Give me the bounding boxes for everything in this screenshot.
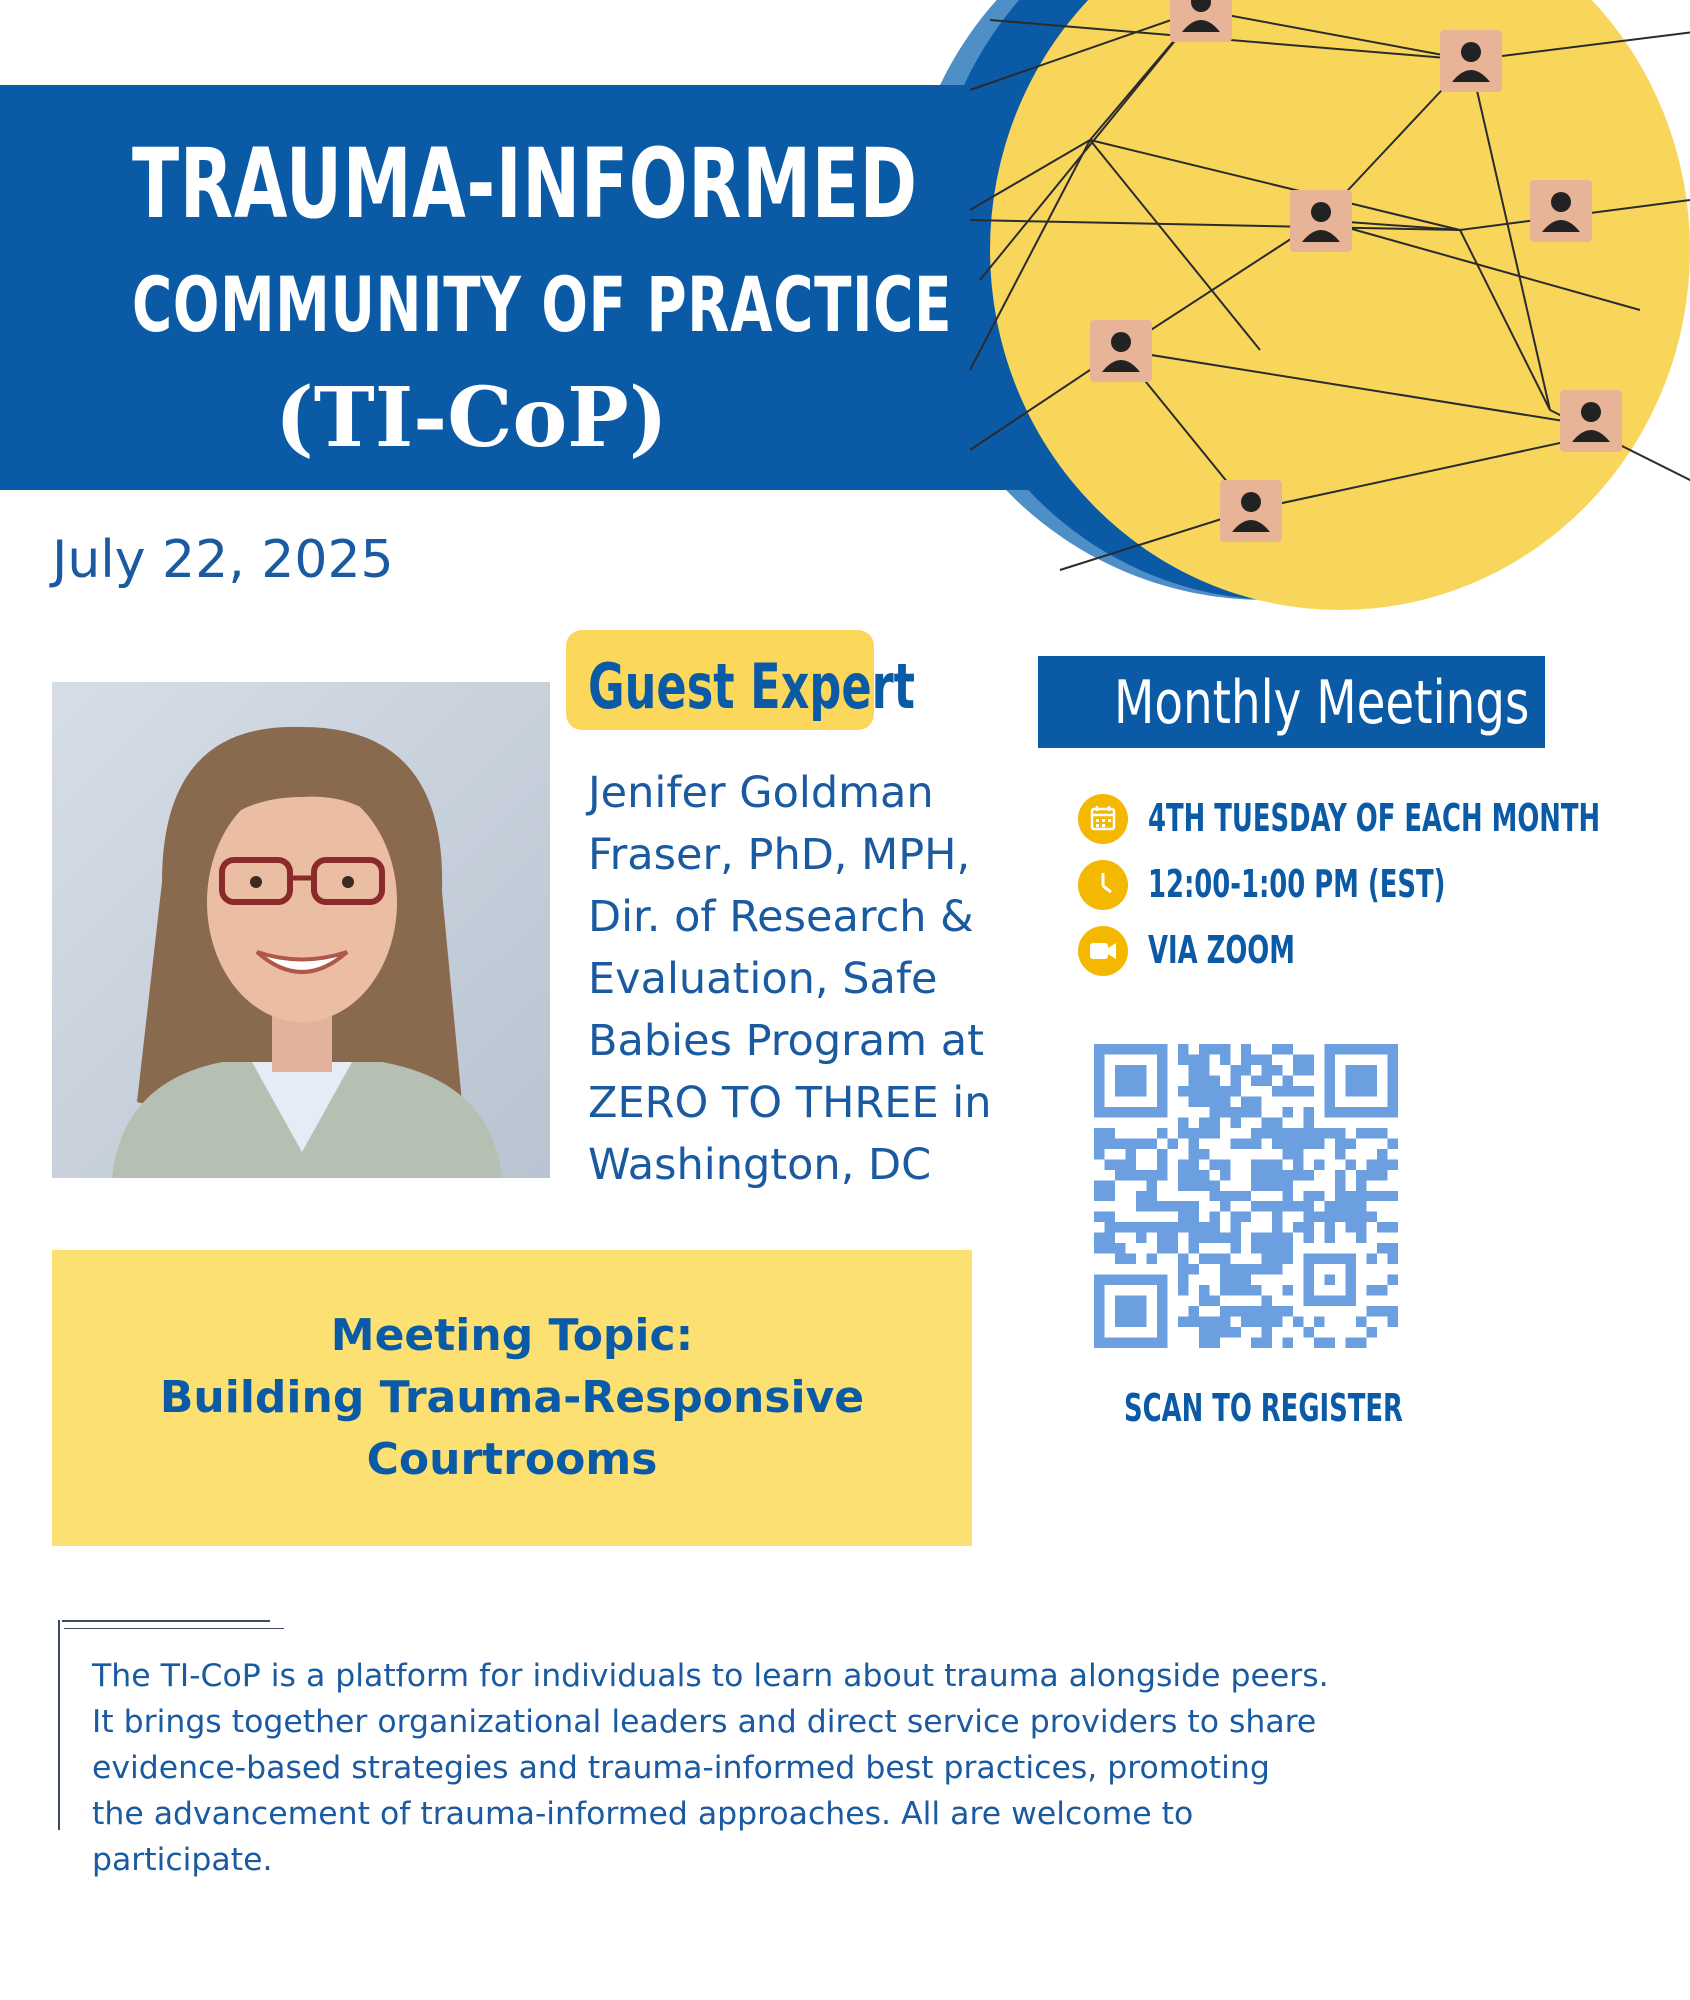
event-date: July 22, 2025 [52, 530, 394, 590]
title-line-1: TRAUMA-INFORMED [132, 128, 918, 240]
description-line: evidence-based strategies and trauma-informed best practices, promoting [92, 1750, 1270, 1786]
meeting-location: VIA ZOOM [1148, 928, 1295, 972]
bio-line: Evaluation, Safe [588, 954, 938, 1004]
title-line-2: COMMUNITY OF PRACTICE [132, 260, 953, 349]
topic-title-line-2: Courtrooms [366, 1434, 658, 1485]
description-frame-vertical [58, 1620, 60, 1830]
description-line: It brings together organizational leaders and direct service providers to share [92, 1704, 1317, 1740]
title-acronym: (TI-CoP) [275, 370, 668, 466]
description-frame-horizontal [62, 1620, 270, 1622]
description-frame-horizontal-inner [64, 1628, 284, 1629]
guest-expert-photo [52, 682, 550, 1178]
registration-qr-code[interactable] [1094, 1044, 1398, 1348]
meeting-topic-text [52, 1305, 972, 1491]
video-camera-icon [1078, 926, 1128, 976]
qr-caption: SCAN TO REGISTER [1124, 1386, 1403, 1430]
calendar-icon [1078, 794, 1128, 844]
guest-expert-label: Guest Expert [588, 650, 916, 723]
bio-line: Fraser, PhD, MPH, [588, 830, 971, 880]
program-description [92, 1653, 1472, 1883]
description-line: the advancement of trauma-informed approaches. All are welcome to [92, 1796, 1194, 1832]
clock-icon [1078, 860, 1128, 910]
guest-expert-bio [588, 762, 1028, 1196]
meeting-schedule-day: 4TH TUESDAY OF EACH MONTH [1148, 796, 1601, 840]
description-line: The TI-CoP is a platform for individuals to learn about trauma alongside peers. [92, 1658, 1329, 1694]
bio-line: Jenifer Goldman [588, 768, 934, 818]
bio-line: Dir. of Research & [588, 892, 974, 942]
meeting-schedule-time: 12:00-1:00 PM (EST) [1148, 862, 1446, 906]
people-network-image [990, 0, 1690, 610]
description-line: participate. [92, 1842, 273, 1878]
monthly-meetings-title: Monthly Meetings [1114, 668, 1530, 738]
topic-title-line-1: Building Trauma-Responsive [159, 1372, 865, 1423]
bio-line: Babies Program at [588, 1016, 984, 1066]
bio-line: Washington, DC [588, 1140, 932, 1190]
bio-line: ZERO TO THREE in [588, 1078, 992, 1128]
topic-label: Meeting Topic: [330, 1310, 694, 1361]
